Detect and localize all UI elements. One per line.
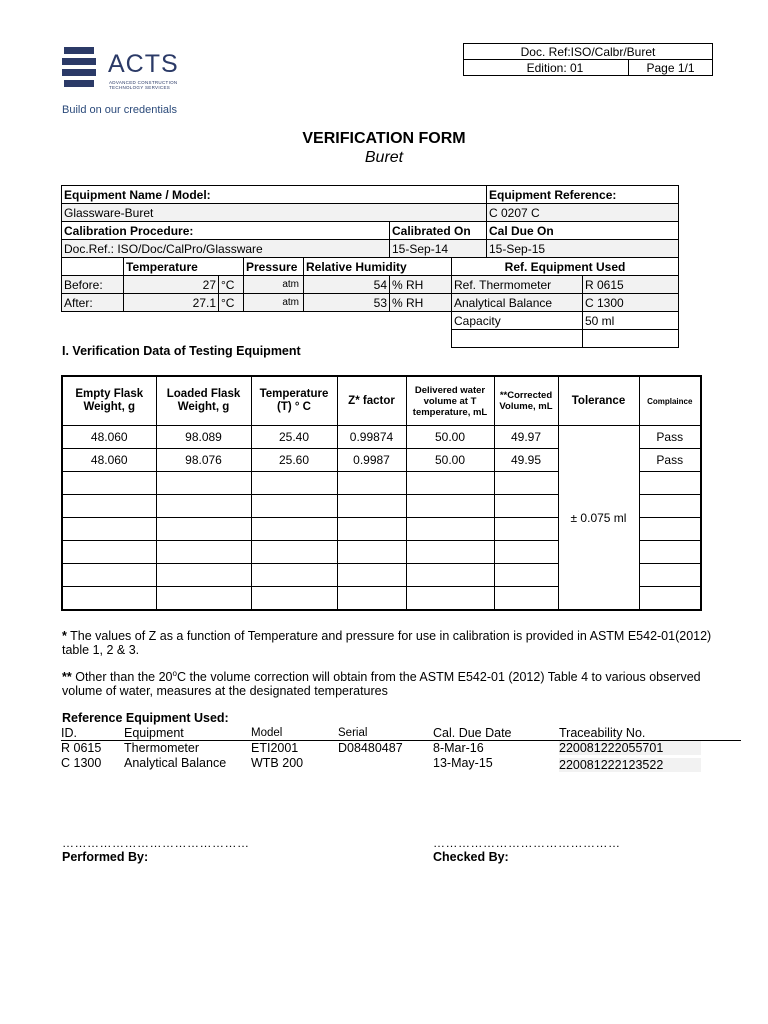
ref-cell: Thermometer xyxy=(124,741,200,755)
ref-cell: 220081222123522 xyxy=(559,758,701,772)
equipment-table xyxy=(61,185,679,348)
after-rh-unit: % RH xyxy=(390,294,452,312)
note-2 xyxy=(62,667,712,698)
note-2-sup: o xyxy=(172,669,177,678)
table-cell: Pass xyxy=(639,449,701,472)
ref-col-header: ID. xyxy=(61,726,77,740)
doc-ref: Doc. Ref:ISO/Calbr/Buret xyxy=(464,44,713,60)
table-cell: 48.060 xyxy=(62,449,156,472)
ref-cell: R 0615 xyxy=(61,741,102,755)
logo-bar-icon xyxy=(62,58,96,65)
table-cell: 25.40 xyxy=(251,426,337,449)
page-subtitle: Buret xyxy=(364,149,404,166)
table-cell: 0.99874 xyxy=(337,426,406,449)
ref-cell: Analytical Balance xyxy=(124,756,227,770)
doc-page: Page 1/1 xyxy=(628,60,712,76)
equipment-ref: C 0207 C xyxy=(487,204,679,222)
table-cell: 98.089 xyxy=(156,426,251,449)
table-cell: 50.00 xyxy=(406,449,494,472)
after-rh: 53 xyxy=(304,294,390,312)
cal-due-label: Cal Due On xyxy=(487,222,679,240)
table-cell: 49.97 xyxy=(494,426,558,449)
ref-row-name xyxy=(452,330,583,348)
logo-bar-icon xyxy=(64,47,94,54)
logo-subtext-line2: TECHNOLOGY SERVICES xyxy=(109,85,171,90)
ref-cell: WTB 200 xyxy=(251,756,304,770)
ref-cell: 8-Mar-16 xyxy=(433,741,484,755)
before-temp: 27 xyxy=(124,276,219,294)
table-cell: 49.95 xyxy=(494,449,558,472)
after-pressure-unit: atm xyxy=(244,294,304,312)
col-header: Loaded Flask Weight, g xyxy=(156,376,251,426)
ref-equipment-label: Ref. Equipment Used xyxy=(452,258,679,276)
note-2-text-a: Other than the 20 xyxy=(75,670,173,685)
ref-row-value: R 0615 xyxy=(583,276,679,294)
note-2-mark: ** xyxy=(62,670,72,685)
checked-by-label: Checked By: xyxy=(433,850,509,864)
table-cell: 50.00 xyxy=(406,426,494,449)
humidity-label: Relative Humidity xyxy=(304,258,452,276)
logo-subtext-line1: ADVANCED CONSTRUCTION xyxy=(109,80,178,85)
col-header: **Corrected Volume, mL xyxy=(494,376,558,426)
equipment-name-label: Equipment Name / Model: xyxy=(62,186,487,204)
logo-subtext xyxy=(109,80,177,90)
ref-row-name: Analytical Balance xyxy=(452,294,583,312)
before-rh-unit: % RH xyxy=(390,276,452,294)
section-heading: I. Verification Data of Testing Equipment xyxy=(62,344,301,358)
after-temp: 27.1 xyxy=(124,294,219,312)
ref-col-header: Cal. Due Date xyxy=(433,726,512,740)
col-header: Complaince xyxy=(639,376,701,426)
ref-equipment-heading: Reference Equipment Used: xyxy=(62,711,229,725)
table-cell: 98.076 xyxy=(156,449,251,472)
note-1-text: The values of Z as a function of Temperature and pressure for use in calibration is provided in ASTM E542-01(2012) table 1, 2 & 3. xyxy=(62,629,712,657)
ref-cell: 13-May-15 xyxy=(433,756,493,770)
ref-row-name: Capacity xyxy=(452,312,583,330)
logo-bar-icon xyxy=(64,80,94,87)
page-title: VERIFICATION FORM xyxy=(302,130,466,147)
ref-row-value: 50 ml xyxy=(583,312,679,330)
before-temp-unit: °C xyxy=(219,276,244,294)
col-header: Delivered water volume at T temperature, mL xyxy=(406,376,494,426)
ref-col-header: Model xyxy=(251,727,283,739)
before-pressure-unit: atm xyxy=(244,276,304,294)
calibrated-on: 15-Sep-14 xyxy=(390,240,487,258)
temperature-label: Temperature xyxy=(124,258,244,276)
ref-row-value: C 1300 xyxy=(583,294,679,312)
pressure-label: Pressure xyxy=(244,258,304,276)
checked-signature-line: ……………………………………… xyxy=(433,836,621,850)
col-header: Empty Flask Weight, g xyxy=(62,376,156,426)
performed-by-label: Performed By: xyxy=(62,850,149,864)
before-rh: 54 xyxy=(304,276,390,294)
logo-bar-icon xyxy=(62,69,96,76)
ref-col-header: Serial xyxy=(338,727,368,739)
col-header: Z* factor xyxy=(337,376,406,426)
cal-procedure-label: Calibration Procedure: xyxy=(62,222,390,240)
table-cell: 25.60 xyxy=(251,449,337,472)
ref-cell: D08480487 xyxy=(338,741,403,755)
col-header: Temperature (T) ° C xyxy=(251,376,337,426)
table-cell: Pass xyxy=(639,426,701,449)
col-header: Tolerance xyxy=(558,376,639,426)
ref-cell: 220081222055701 xyxy=(559,741,701,755)
ref-col-header: Equipment xyxy=(124,726,184,740)
ref-cell: ETI2001 xyxy=(251,741,299,755)
ref-row-value xyxy=(583,330,679,348)
doc-ref-box xyxy=(463,43,713,76)
note-1-mark: * xyxy=(62,629,67,643)
note-2-text-b: C the volume correction will obtain from the ASTM E542-01 (2012) Table 4 to various observed volume of water, measures at the designated temperatures xyxy=(62,670,701,699)
performed-signature-line: ……………………………………… xyxy=(62,836,250,850)
verification-data-table xyxy=(61,375,702,611)
after-label: After: xyxy=(62,294,124,312)
ref-row-name: Ref. Thermometer xyxy=(452,276,583,294)
calibrated-on-label: Calibrated On xyxy=(390,222,487,240)
cal-due: 15-Sep-15 xyxy=(487,240,679,258)
logo-wordmark: ACTS xyxy=(108,50,179,78)
table-cell: 48.060 xyxy=(62,426,156,449)
tolerance-cell: ± 0.075 ml xyxy=(558,426,639,611)
equipment-name: Glassware-Buret xyxy=(62,204,487,222)
after-temp-unit: °C xyxy=(219,294,244,312)
doc-edition: Edition: 01 xyxy=(464,60,629,76)
cal-procedure: Doc.Ref.: ISO/Doc/CalPro/Glassware xyxy=(62,240,390,258)
equipment-ref-label: Equipment Reference: xyxy=(487,186,679,204)
table-row xyxy=(62,426,701,449)
table-cell: 0.9987 xyxy=(337,449,406,472)
logo-tagline: Build on our credentials xyxy=(62,104,177,116)
before-label: Before: xyxy=(62,276,124,294)
ref-cell: C 1300 xyxy=(61,756,102,770)
ref-col-header: Traceability No. xyxy=(559,726,646,740)
note-1 xyxy=(62,629,712,657)
company-logo xyxy=(60,44,190,120)
ref-equipment-list xyxy=(61,726,741,774)
